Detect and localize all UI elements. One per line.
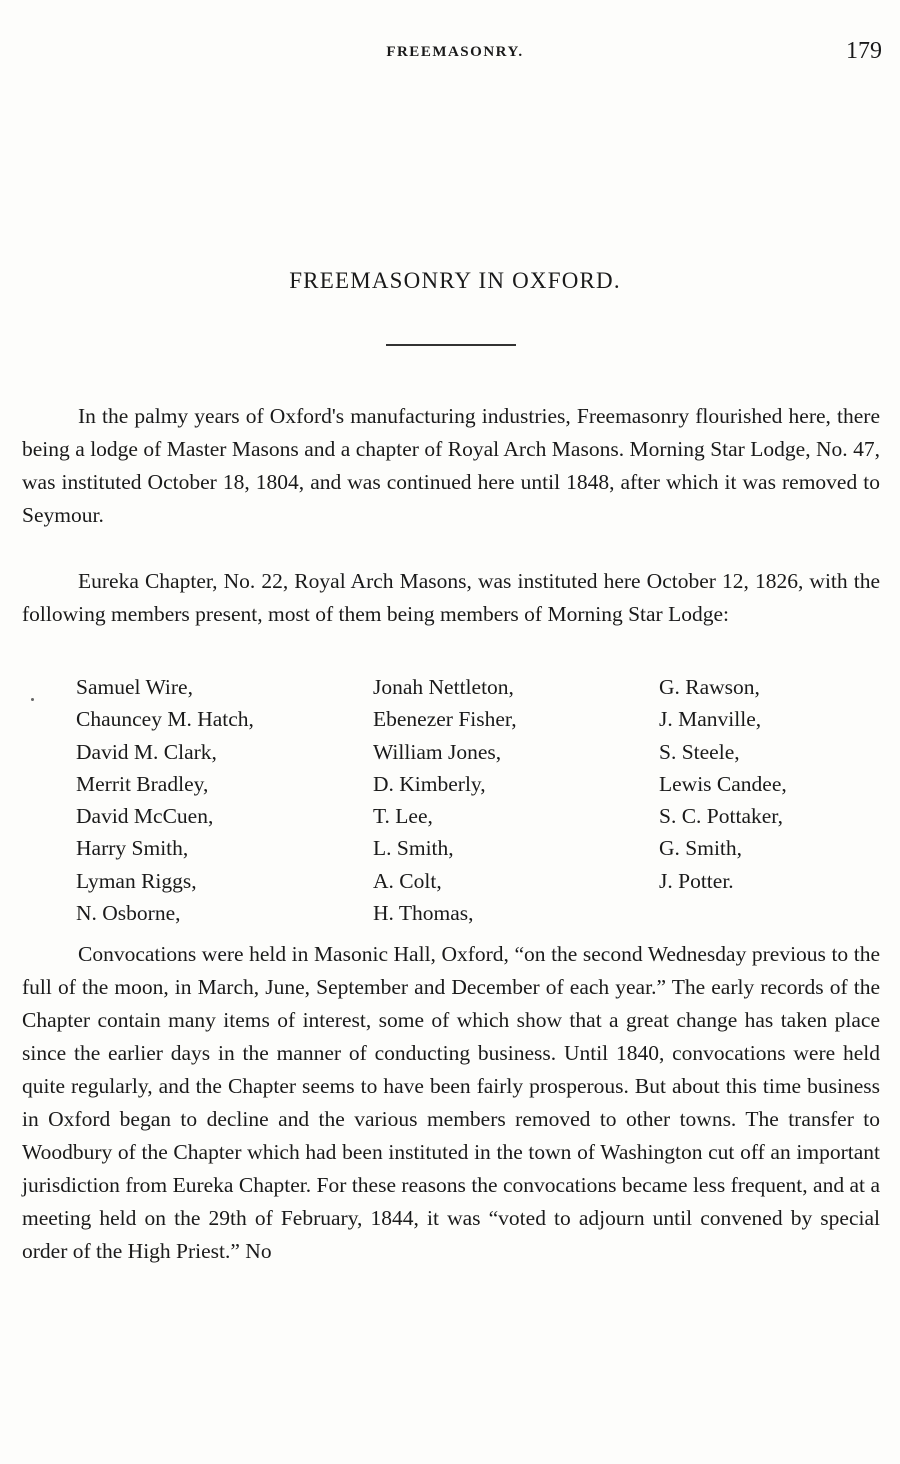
member-name: William Jones,	[373, 739, 502, 764]
member-name: Jonah Nettleton,	[373, 675, 514, 699]
member-name: Lyman Riggs,	[76, 868, 197, 893]
member-name: Merrit Bradley,	[76, 771, 209, 796]
member-name: T. Lee,	[373, 804, 433, 829]
member-name: Harry Smith,	[76, 836, 189, 861]
member-name: A. Colt,	[373, 868, 442, 893]
stray-ink-mark	[31, 698, 34, 701]
member-name: J. Potter.	[659, 868, 734, 893]
member-name: J. Manville,	[659, 707, 762, 732]
member-name: David McCuen,	[76, 804, 214, 829]
member-name: H. Thomas,	[373, 901, 474, 926]
paragraph-convocations: Convocations were held in Masonic Hall, Oxford, “on the second Wednesday previous to the full of the moon, in March, June, September and December of each year.” The early records of the Chapter contain many items of interest, some of which show that a great change has taken place since the earlier days in the manner of conducting business. Until 1840, convocations were held quite regularly, and the Chapter seems to have been fairly prosperous. But about this time business in Oxford began to decline and the various members removed to other towns. The transfer to Woodbury of the Chapter which had been instituted in the town of Washington cut off an important jurisdiction from Eureka Chapter. For these reasons the convocations became less frequent, and at a meeting held on the 29th of February, 1844, it was “voted to adjourn until convened by special order of the High Priest.” No	[22, 942, 880, 1263]
member-name: David M. Clark,	[76, 739, 217, 764]
member-name: S. C. Pottaker,	[659, 804, 783, 829]
member-list	[76, 671, 876, 929]
member-name: G. Rawson,	[659, 675, 760, 699]
member-name: Samuel Wire,	[76, 675, 193, 699]
chapter-title: FREEMASONRY IN OXFORD.	[289, 268, 621, 293]
member-name: D. Kimberly,	[373, 771, 486, 796]
running-head	[0, 38, 900, 68]
member-name-empty	[659, 897, 876, 929]
paragraph-intro: In the palmy years of Oxford's manufacturing industries, Freemasonry flourished here, there being a lodge of Master Masons and a chapter of Royal Arch Masons. Morning Star Lodge, No. 47, was instituted October 18, 1804, and was continued here until 1848, after which it was removed to Seymour.	[22, 404, 880, 527]
member-name: L. Smith,	[373, 836, 454, 861]
member-name: S. Steele,	[659, 739, 740, 764]
member-name: N. Osborne,	[76, 901, 181, 926]
running-title: FREEMASONRY.	[386, 44, 524, 60]
paragraph-eureka-chapter: Eureka Chapter, No. 22, Royal Arch Masons, was instituted here October 12, 1826, with the following members present, most of them being members of Morning Star Lodge:	[22, 569, 880, 626]
title-rule	[386, 344, 516, 346]
member-name: Chauncey M. Hatch,	[76, 707, 254, 732]
page-number: 179	[846, 38, 882, 64]
member-name: G. Smith,	[659, 836, 743, 861]
member-name: Lewis Candee,	[659, 771, 787, 796]
member-name: Ebenezer Fisher,	[373, 707, 517, 732]
